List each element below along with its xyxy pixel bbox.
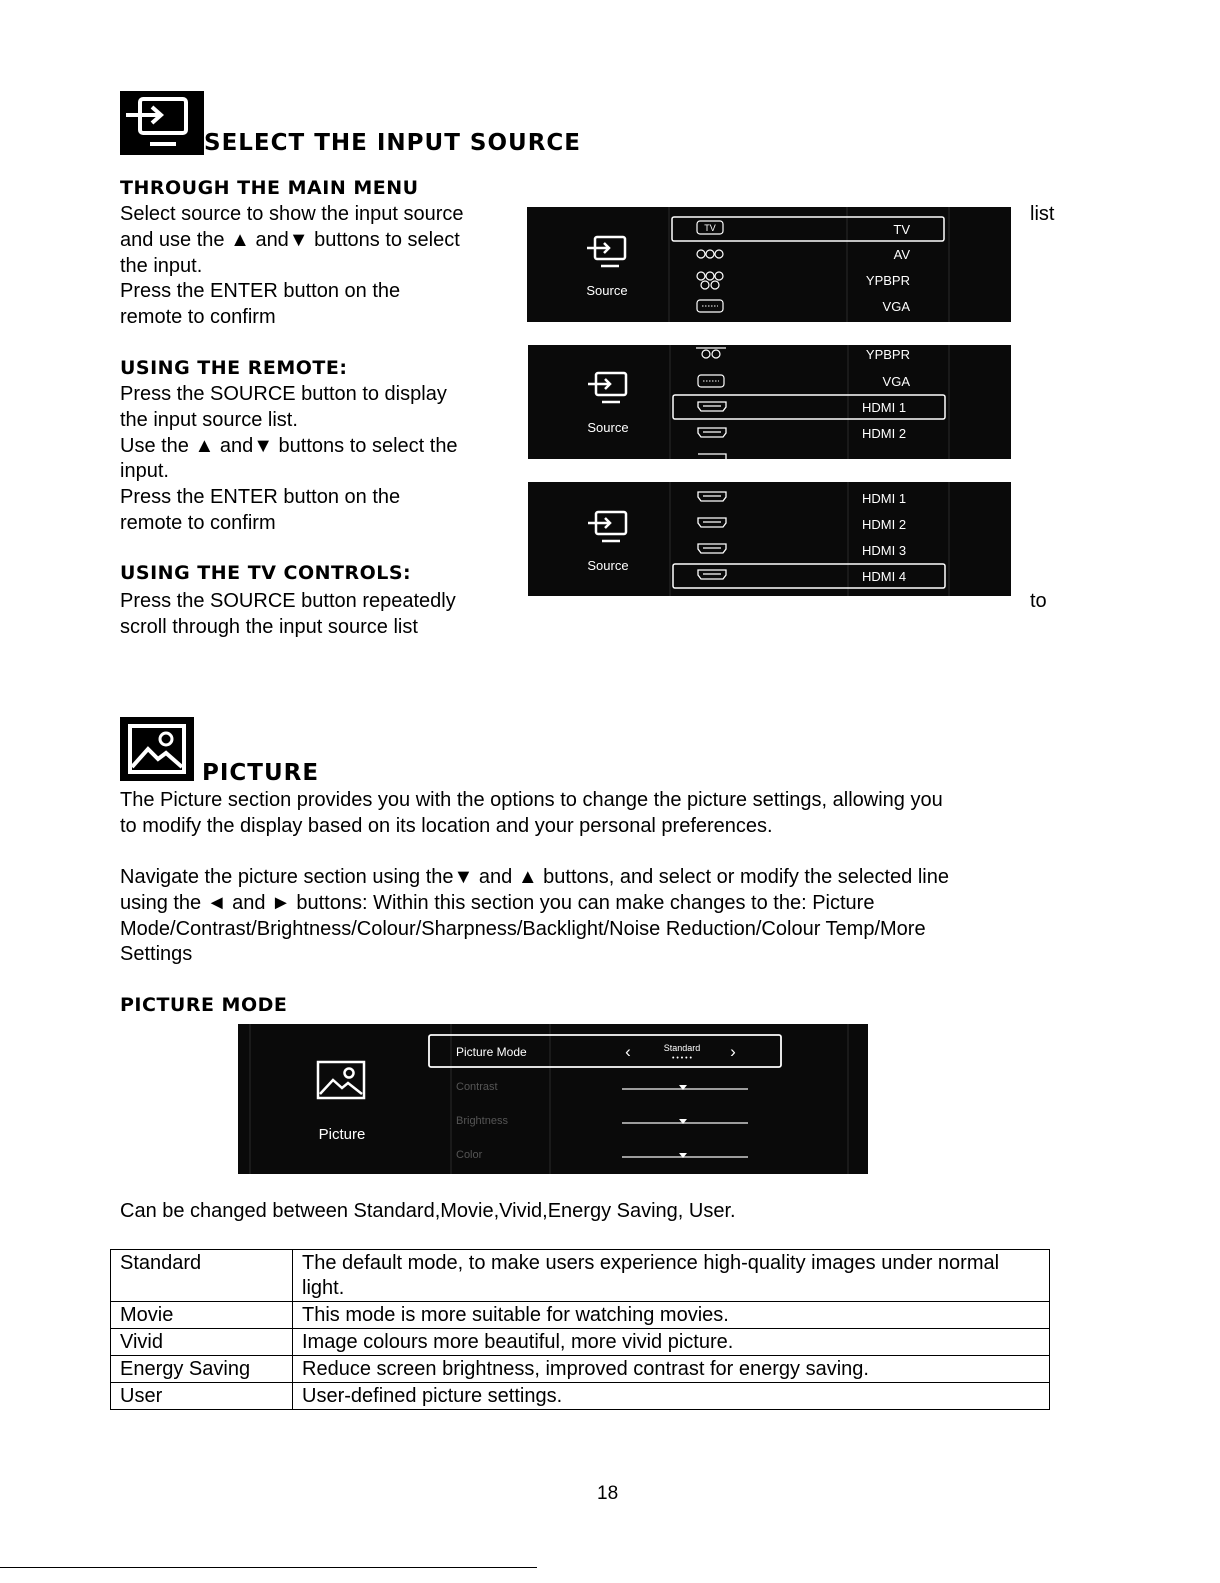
mode-name-cell: Standard — [111, 1250, 293, 1302]
mode-description-cell: User-defined picture settings. — [293, 1383, 1050, 1410]
source-item[interactable]: HDMI 3 — [862, 543, 907, 558]
picture-icon — [318, 1062, 364, 1098]
text-line: to modify the display based on its location and your personal preferences. — [120, 814, 773, 837]
source-item[interactable]: HDMI 2 — [862, 517, 907, 532]
text-line: Mode/Contrast/Brightness/Colour/Sharpness/Backlight/Noise Reduction/Colour Temp/More — [120, 917, 926, 940]
color-row-label[interactable]: Color — [456, 1149, 483, 1161]
input-section-title: SELECT THE INPUT SOURCE — [204, 130, 582, 156]
av-input-icon — [697, 250, 723, 258]
remote-instructions — [120, 382, 458, 537]
text-line: input. — [120, 460, 169, 483]
tv-controls-trailing-word: to — [1030, 590, 1047, 612]
tv-input-icon — [697, 221, 723, 234]
input-source-icon — [588, 512, 626, 541]
mode-description-cell: Image colours more beautiful, more vivid picture. — [293, 1329, 1050, 1356]
table-row — [111, 1356, 1050, 1383]
text-line: remote to confirm — [120, 511, 276, 534]
main-menu-trailing-word: list — [1030, 203, 1055, 225]
source-menu-screen-2 — [528, 345, 1011, 459]
source-menu-screen-3 — [528, 482, 1011, 596]
picture-navigation — [120, 865, 949, 968]
main-menu-heading: THROUGH THE MAIN MENU — [120, 177, 419, 199]
color-slider[interactable] — [622, 1153, 748, 1158]
mode-description-cell: The default mode, to make users experience high-quality images under normal light. — [293, 1250, 1050, 1302]
text-line: Press the SOURCE button repeatedly — [120, 590, 456, 612]
picture-icon — [120, 717, 194, 781]
modes-sentence: Can be changed between Standard,Movie,Vivid,Energy Saving, User. — [120, 1200, 736, 1222]
picture-screen-label: Picture — [318, 1126, 366, 1143]
text-line: Select source to show the input source — [120, 203, 464, 225]
tv-controls-instructions — [120, 589, 456, 641]
vga-input-icon — [698, 375, 724, 387]
brightness-row-label[interactable]: Brightness — [456, 1115, 508, 1127]
ypbpr-input-icon — [697, 272, 723, 289]
mode-name-cell: User — [111, 1383, 293, 1410]
chevron-right-icon[interactable]: › — [730, 1042, 736, 1061]
source-item[interactable]: HDMI 1 — [862, 491, 907, 506]
remote-heading: USING THE REMOTE: — [120, 357, 348, 379]
mode-name-cell: Energy Saving — [111, 1356, 293, 1383]
source-screen-label: Source — [587, 558, 629, 573]
input-source-icon — [588, 373, 626, 402]
text-line: scroll through the input source list — [120, 615, 418, 638]
picture-section-title: PICTURE — [202, 760, 320, 786]
vga-input-icon — [697, 300, 723, 312]
source-item[interactable]: HDMI 4 — [862, 569, 907, 584]
text-line: The Picture section provides you with the options to change the picture settings, allowing you — [120, 789, 943, 811]
text-line: and use the ▲ and▼ buttons to select — [120, 228, 460, 251]
mode-name-cell: Movie — [111, 1302, 293, 1329]
svg-text:TV: TV — [704, 223, 716, 233]
source-item[interactable]: VGA — [882, 299, 910, 314]
hdmi-input-icon — [698, 492, 726, 501]
text-line: Settings — [120, 943, 193, 966]
source-item[interactable]: YPBPR — [865, 347, 910, 362]
hdmi-input-icon — [698, 428, 726, 437]
text-line: Use the ▲ and▼ buttons to select the — [120, 434, 458, 457]
table-row — [111, 1383, 1050, 1410]
hdmi-input-icon — [698, 518, 726, 527]
tv-controls-heading: USING THE TV CONTROLS: — [120, 562, 412, 584]
brightness-slider[interactable] — [622, 1119, 748, 1124]
footer-divider — [0, 1567, 537, 1568]
picture-intro — [120, 788, 943, 840]
hdmi-input-icon — [698, 454, 726, 459]
source-item[interactable]: VGA — [882, 374, 910, 389]
text-line: Press the ENTER button on the — [120, 486, 401, 509]
text-line: Press the ENTER button on the — [120, 280, 401, 303]
source-screen-label: Source — [587, 420, 629, 435]
text-line: the input. — [120, 254, 203, 277]
mode-description-cell: Reduce screen brightness, improved contrast for energy saving. — [293, 1356, 1050, 1383]
page-number: 18 — [597, 1483, 619, 1504]
chevron-left-icon[interactable]: ‹ — [625, 1042, 631, 1061]
text-line: Press the SOURCE button to display — [120, 383, 447, 405]
picture-mode-heading: PICTURE MODE — [120, 994, 288, 1016]
picture-mode-table — [110, 1249, 1050, 1410]
picture-menu-screen — [238, 1024, 868, 1174]
hdmi-input-icon — [698, 570, 726, 579]
table-row — [111, 1250, 1050, 1302]
hdmi-input-icon — [698, 544, 726, 553]
source-menu-screen-1 — [527, 207, 1011, 322]
input-source-icon — [587, 237, 625, 266]
main-menu-instructions — [120, 202, 464, 331]
input-source-icon — [120, 91, 204, 155]
mode-description-cell: This mode is more suitable for watching movies. — [293, 1302, 1050, 1329]
source-screen-label: Source — [586, 283, 628, 298]
contrast-row-label[interactable]: Contrast — [456, 1081, 498, 1093]
picture-mode-value: Standard — [663, 1043, 701, 1053]
source-item[interactable]: TV — [893, 222, 910, 237]
table-row — [111, 1329, 1050, 1356]
text-line: using the ◄ and ► buttons: Within this section you can make changes to the: Picture — [120, 891, 875, 914]
source-item[interactable]: AV — [893, 247, 910, 262]
source-item[interactable]: HDMI 1 — [862, 400, 907, 415]
source-item[interactable]: YPBPR — [865, 273, 910, 288]
table-row — [111, 1302, 1050, 1329]
contrast-slider[interactable] — [622, 1085, 748, 1090]
text-line: the input source list. — [120, 408, 298, 431]
hdmi-input-icon — [698, 402, 726, 411]
mode-position-dots: • • • • • — [671, 1055, 693, 1062]
text-line: Navigate the picture section using the▼ and ▲ buttons, and select or modify the selected line — [120, 866, 949, 888]
ypbpr-input-icon — [696, 348, 726, 358]
mode-name-cell: Vivid — [111, 1329, 293, 1356]
text-line: remote to confirm — [120, 306, 276, 329]
source-item[interactable]: HDMI 2 — [862, 426, 907, 441]
picture-mode-row-label[interactable]: Picture Mode — [456, 1045, 527, 1059]
